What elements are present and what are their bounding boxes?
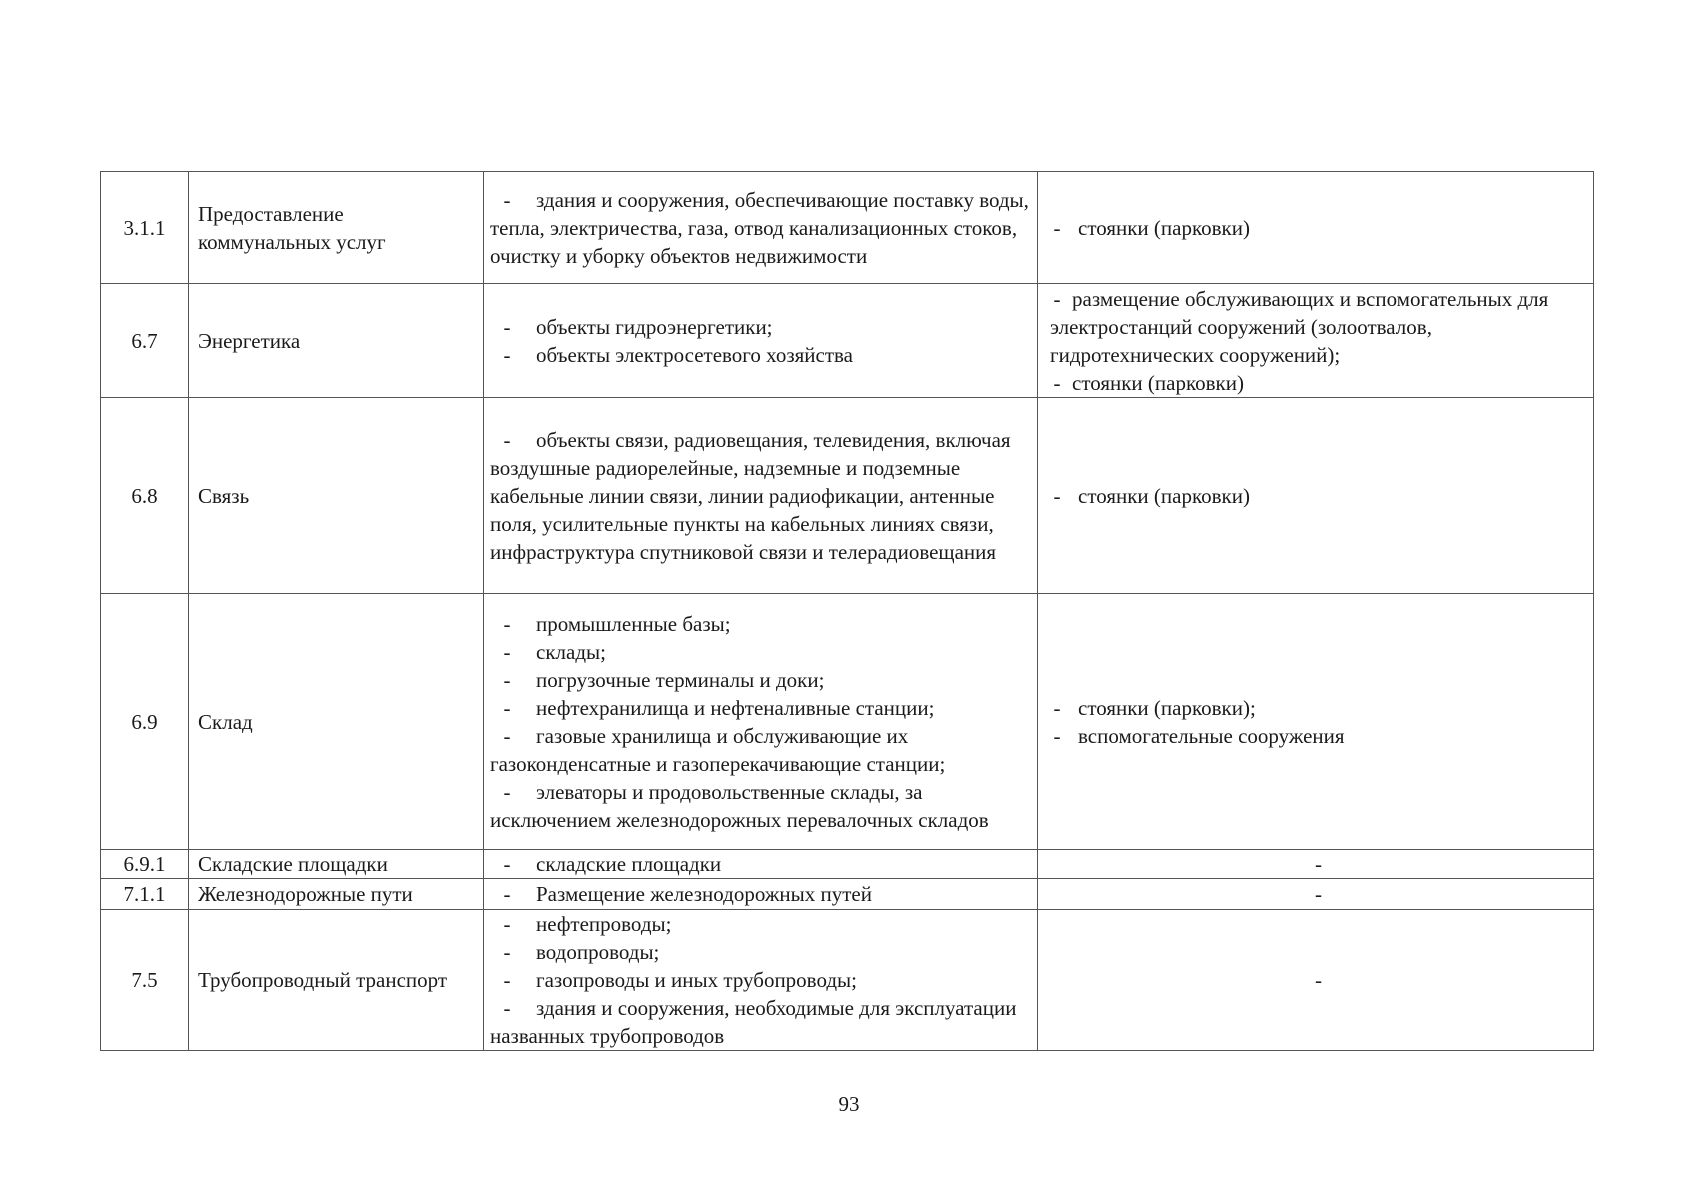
aux-use-text: стоянки (парковки) [1078, 483, 1250, 508]
bullet: - [503, 695, 511, 720]
main-use-text: нефтехранилища и нефтеналивные станции; [536, 695, 935, 720]
bullet: - [503, 611, 511, 636]
aux-use-text: стоянки (парковки); [1078, 695, 1256, 720]
row-name: Связь [189, 398, 484, 594]
row-aux-uses [1038, 594, 1594, 850]
row-aux-uses: - [1038, 879, 1594, 910]
row-main-uses [484, 850, 1038, 879]
bullet: - [503, 639, 511, 664]
aux-use-text: стоянки (парковки) [1072, 370, 1244, 395]
table-row [101, 850, 1594, 879]
row-name: Предоставление коммунальных услуг [189, 172, 484, 284]
row-name: Трубопроводный транспорт [189, 910, 484, 1051]
bullet: - [1053, 286, 1061, 311]
row-aux-uses [1038, 172, 1594, 284]
list-item [1050, 722, 1587, 750]
bullet: - [503, 912, 511, 936]
main-use-text: промышленные базы; [536, 611, 731, 636]
list-item [490, 966, 1031, 994]
page-number: 93 [838, 1092, 860, 1116]
list-item [490, 638, 1031, 666]
list-item [490, 610, 1031, 638]
bullet: - [1053, 215, 1061, 240]
bullet: - [1053, 695, 1061, 720]
row-aux-uses [1038, 398, 1594, 594]
bullet: - [503, 940, 511, 964]
list-item [490, 341, 1031, 369]
table-row [101, 879, 1594, 910]
list-item [490, 666, 1031, 694]
table-row [101, 398, 1594, 594]
main-use-text: объекты электросетевого хозяйства [536, 342, 853, 367]
row-code: 6.8 [101, 398, 189, 594]
table-row [101, 284, 1594, 398]
table-row [101, 910, 1594, 1051]
bullet: - [1053, 723, 1061, 748]
main-use-text: склады; [536, 639, 606, 664]
aux-use-text: вспомогательные сооружения [1078, 723, 1345, 748]
main-use-text: элеваторы и продовольственные склады, за исключением железнодорожных перевалочных складов [490, 779, 989, 832]
list-item [1050, 285, 1587, 369]
list-item [1050, 694, 1587, 722]
bullet: - [503, 342, 511, 367]
list-item [490, 313, 1031, 341]
main-use-text: водопроводы; [536, 940, 660, 964]
row-name: Железнодорожные пути [189, 879, 484, 910]
row-code: 6.9 [101, 594, 189, 850]
bullet: - [503, 996, 511, 1020]
bullet: - [503, 187, 511, 212]
row-code: 7.5 [101, 910, 189, 1051]
row-main-uses [484, 594, 1038, 850]
row-main-uses [484, 284, 1038, 398]
main-use-text: объекты связи, радиовещания, телевидения, включая воздушные радиорелейные, надземные и подземные кабельные линии связи, линии радиофикации, антенные поля, усилительные пункты на кабельных линиях связи, инфраструктура спутниковой связи и телерадиовещания [490, 427, 1011, 564]
list-item [490, 778, 1031, 834]
row-code: 6.7 [101, 284, 189, 398]
list-item [490, 694, 1031, 722]
row-name: Складские площадки [189, 850, 484, 879]
main-use-text: погрузочные терминалы и доки; [536, 667, 825, 692]
list-item [490, 910, 1031, 938]
row-code: 6.9.1 [101, 850, 189, 879]
bullet: - [503, 779, 511, 804]
bullet: - [503, 427, 511, 452]
bullet: - [1053, 370, 1061, 395]
main-use-text: складские площадки [536, 852, 722, 876]
bullet: - [1053, 483, 1061, 508]
table-row [101, 172, 1594, 284]
bullet: - [503, 968, 511, 992]
main-use-text: Размещение железнодорожных путей [536, 882, 872, 906]
main-use-text: здания и сооружения, обеспечивающие поставку воды, тепла, электричества, газа, отвод канализационных стоков, очистку и уборку объектов недвижимости [490, 187, 1029, 268]
row-code: 7.1.1 [101, 879, 189, 910]
row-aux-uses: - [1038, 850, 1594, 879]
main-use-text: газовые хранилища и обслуживающие их газоконденсатные и газоперекачивающие станции; [490, 723, 946, 776]
bullet: - [503, 314, 511, 339]
table-row [101, 594, 1594, 850]
row-name: Склад [189, 594, 484, 850]
main-use-text: здания и сооружения, необходимые для эксплуатации названных трубопроводов [490, 996, 1017, 1048]
main-use-text: газопроводы и иных трубопроводы; [536, 968, 857, 992]
row-aux-uses [1038, 284, 1594, 398]
bullet: - [503, 852, 511, 876]
aux-use-text: размещение обслуживающих и вспомогательных для электростанций сооружений (золоотвалов, гидротехнических сооружений); [1050, 286, 1549, 367]
row-main-uses [484, 398, 1038, 594]
row-main-uses [484, 879, 1038, 910]
aux-use-text: стоянки (парковки) [1078, 215, 1250, 240]
bullet: - [503, 667, 511, 692]
row-aux-uses: - [1038, 910, 1594, 1051]
list-item [490, 938, 1031, 966]
bullet: - [503, 723, 511, 748]
list-item [1050, 369, 1587, 397]
list-item [490, 722, 1031, 778]
row-code: 3.1.1 [101, 172, 189, 284]
main-use-text: объекты гидроэнергетики; [536, 314, 773, 339]
row-name: Энергетика [189, 284, 484, 398]
land-use-table [100, 171, 1594, 1051]
row-main-uses [484, 172, 1038, 284]
list-item [490, 994, 1031, 1050]
row-main-uses [484, 910, 1038, 1051]
main-use-text: нефтепроводы; [536, 912, 672, 936]
bullet: - [503, 882, 511, 906]
